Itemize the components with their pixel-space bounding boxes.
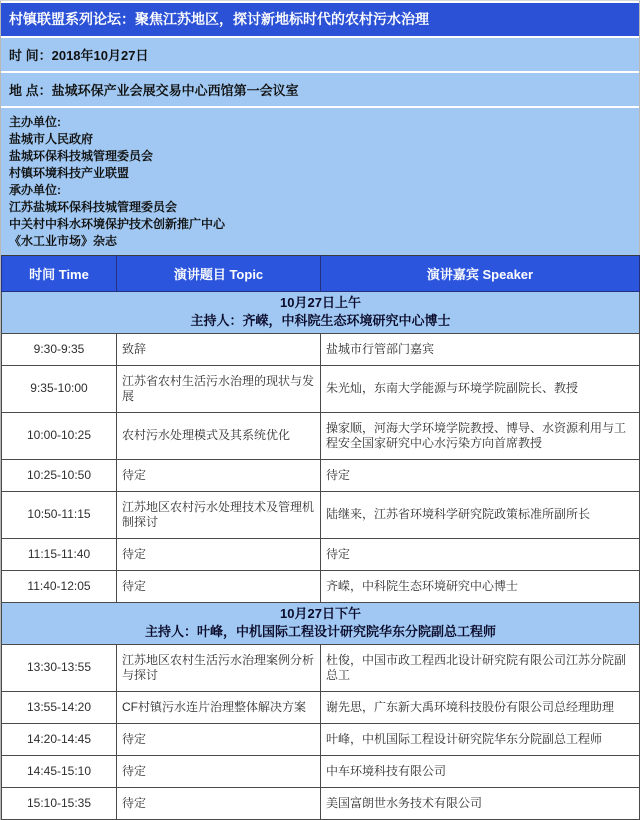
session-header-row: [2, 602, 640, 644]
agenda-time-cell: 13:55-14:20: [2, 691, 117, 723]
session-host: 主持人：叶峰，中机国际工程设计研究院华东分院副总工程师: [144, 623, 496, 639]
agenda-topic-cell: 待定: [117, 538, 321, 570]
session-host: 主持人：齐嵘，中科院生态环境研究中心博士: [190, 312, 451, 328]
agenda-speaker-cell: 待定: [321, 459, 640, 491]
organizer-line: 主办单位:: [9, 114, 61, 129]
agenda-row: [2, 333, 640, 365]
agenda-topic-cell: 待定: [117, 787, 321, 819]
agenda-speaker-cell: 杜俊，中国市政工程西北设计研究院有限公司江苏分院副总工: [321, 644, 640, 691]
agenda-topic-cell: CF村镇污水连片治理整体解决方案: [117, 691, 321, 723]
agenda-speaker-cell: 谢先思，广东新大禹环境科技股份有限公司总经理助理: [321, 691, 640, 723]
organizer-line: 盐城市人民政府: [9, 131, 94, 146]
agenda-time-cell: 10:00-10:25: [2, 412, 117, 459]
agenda-time-cell: 14:20-14:45: [2, 723, 117, 755]
session-header-row: [2, 291, 640, 333]
agenda-topic-cell: 江苏地区农村生活污水治理案例分析与探讨: [117, 644, 321, 691]
agenda-time-cell: 11:15-11:40: [2, 538, 117, 570]
organizer-line: 村镇环境科技产业联盟: [9, 165, 130, 180]
agenda-row: [2, 459, 640, 491]
agenda-time-cell: 11:40-12:05: [2, 570, 117, 602]
agenda-time-cell: 10:50-11:15: [2, 491, 117, 538]
agenda-speaker-cell: 盐城市行管部门嘉宾: [321, 333, 640, 365]
agenda-topic-cell: 致辞: [117, 333, 321, 365]
agenda-table: [1, 255, 640, 820]
agenda-row: [2, 723, 640, 755]
agenda-speaker-cell: 操家顺，河海大学环境学院教授、博导、水资源利用与工程安全国家研究中心水污染方向首席教授: [321, 412, 640, 459]
agenda-row: [2, 365, 640, 412]
agenda-topic-cell: 待定: [117, 570, 321, 602]
agenda-time-cell: 9:30-9:35: [2, 333, 117, 365]
agenda-topic-cell: 待定: [117, 459, 321, 491]
agenda-speaker-cell: 齐嵘，中科院生态环境研究中心博士: [321, 570, 640, 602]
event-location-row: 地 点：盐城环保产业会展交易中心西馆第一会议室: [1, 73, 639, 108]
agenda-row: [2, 755, 640, 787]
agenda-row: [2, 412, 640, 459]
agenda-time-cell: 10:25-10:50: [2, 459, 117, 491]
column-header-speaker: 演讲嘉宾 Speaker: [321, 255, 640, 291]
agenda-topic-cell: 待定: [117, 723, 321, 755]
agenda-topic-cell: 江苏地区农村污水处理技术及管理机制探讨: [117, 491, 321, 538]
agenda-row: [2, 644, 640, 691]
agenda-speaker-cell: 叶峰，中机国际工程设计研究院华东分院副总工程师: [321, 723, 640, 755]
organizer-line: 盐城环保科技城管理委员会: [9, 148, 154, 163]
agenda-topic-cell: 江苏省农村生活污水治理的现状与发展: [117, 365, 321, 412]
organizer-line: 中关村中科水环境保护技术创新推广中心: [9, 216, 226, 231]
page-title: 村镇联盟系列论坛：聚焦江苏地区，探讨新地标时代的农村污水治理: [1, 3, 639, 38]
organizer-line: 承办单位:: [9, 182, 61, 197]
column-header-time: 时间 Time: [2, 255, 117, 291]
agenda-speaker-cell: 美国富朗世水务技术有限公司: [321, 787, 640, 819]
agenda-row: [2, 538, 640, 570]
column-header-topic: 演讲题目 Topic: [117, 255, 321, 291]
agenda-topic-cell: 待定: [117, 755, 321, 787]
organizer-line: 《水工业市场》杂志: [9, 233, 118, 248]
agenda-row: [2, 787, 640, 819]
agenda-topic-cell: 农村污水处理模式及其系统优化: [117, 412, 321, 459]
agenda-row: [2, 491, 640, 538]
session-title: 10月27日上午: [280, 294, 361, 310]
agenda-speaker-cell: 待定: [321, 538, 640, 570]
agenda-row: [2, 570, 640, 602]
session-title: 10月27日下午: [280, 605, 361, 621]
agenda-time-cell: 13:30-13:55: [2, 644, 117, 691]
organizers-block: [1, 108, 639, 255]
agenda-time-cell: 14:45-15:10: [2, 755, 117, 787]
agenda-speaker-cell: 朱光灿，东南大学能源与环境学院副院长、教授: [321, 365, 640, 412]
agenda-speaker-cell: 中车环境科技有限公司: [321, 755, 640, 787]
agenda-time-cell: 9:35-10:00: [2, 365, 117, 412]
event-time-row: 时 间：2018年10月27日: [1, 38, 639, 73]
agenda-speaker-cell: 陆继来，江苏省环境科学研究院政策标准所副所长: [321, 491, 640, 538]
organizer-line: 江苏盐城环保科技城管理委员会: [9, 199, 178, 214]
table-header-row: [2, 255, 640, 291]
agenda-row: [2, 691, 640, 723]
agenda-time-cell: 15:10-15:35: [2, 787, 117, 819]
